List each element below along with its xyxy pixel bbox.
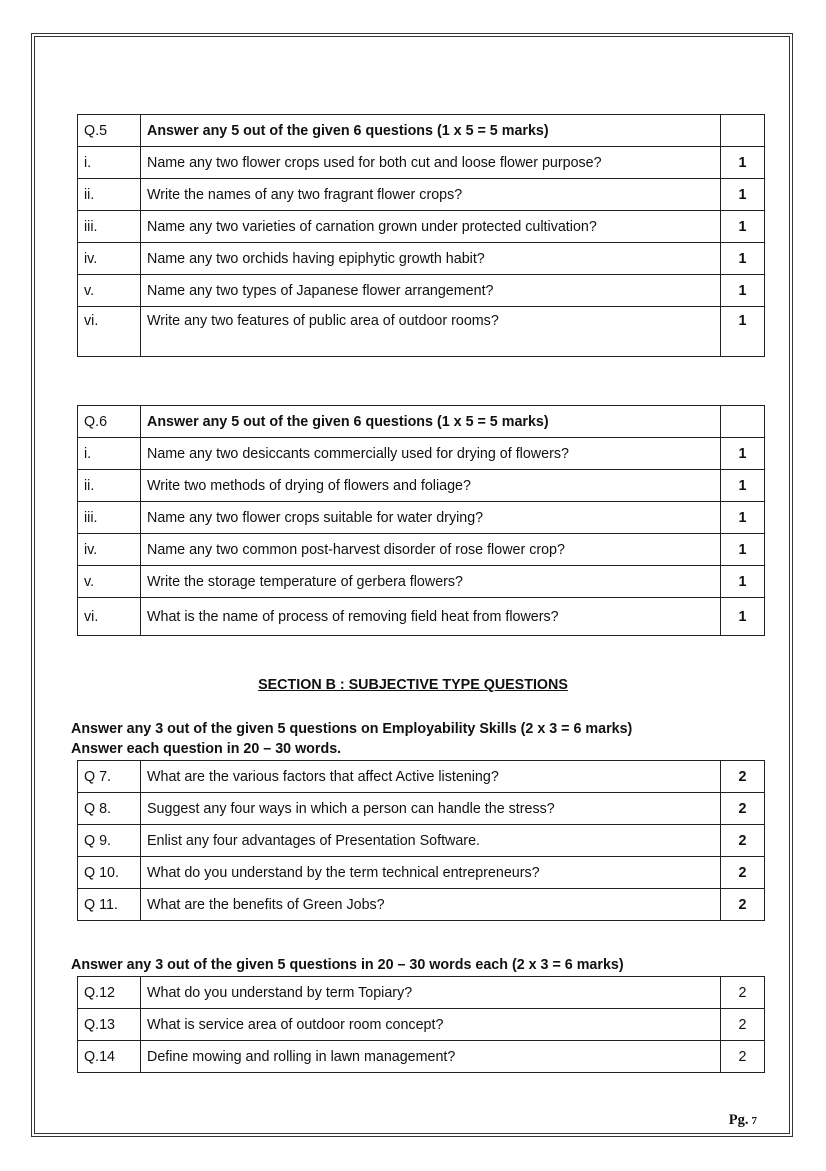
q6-number: Q.6 xyxy=(78,406,141,438)
question-text: Name any two flower crops used for both cut and loose flower purpose? xyxy=(141,147,721,179)
marks: 2 xyxy=(721,761,765,793)
question-number: Q 9. xyxy=(78,825,141,857)
table-row xyxy=(78,438,765,470)
question-text: Define mowing and rolling in lawn management? xyxy=(141,1041,721,1073)
question-number: Q 11. xyxy=(78,889,141,921)
marks: 2 xyxy=(721,857,765,889)
q5-heading: Answer any 5 out of the given 6 questions (1 x 5 = 5 marks) xyxy=(141,115,721,147)
marks: 1 xyxy=(721,275,765,307)
item-number: ii. xyxy=(78,470,141,502)
item-number: vi. xyxy=(78,307,141,357)
q5-header-row xyxy=(78,115,765,147)
marks: 1 xyxy=(721,243,765,275)
item-number: v. xyxy=(78,275,141,307)
table-row xyxy=(78,470,765,502)
question-text: What is service area of outdoor room concept? xyxy=(141,1009,721,1041)
table-row xyxy=(78,857,765,889)
table-row xyxy=(78,825,765,857)
page-number-value: 7 xyxy=(751,1115,757,1127)
employability-table xyxy=(77,760,765,921)
question-text: Name any two orchids having epiphytic growth habit? xyxy=(141,243,721,275)
marks: 1 xyxy=(721,470,765,502)
question-number: Q 7. xyxy=(78,761,141,793)
marks: 1 xyxy=(721,211,765,243)
table-row xyxy=(78,534,765,566)
q5-number: Q.5 xyxy=(78,115,141,147)
question-text: Name any two desiccants commercially used for drying of flowers? xyxy=(141,438,721,470)
employability-instruction-1: Answer any 3 out of the given 5 questions on Employability Skills (2 x 3 = 6 marks) xyxy=(71,721,633,737)
marks: 2 xyxy=(721,825,765,857)
table-row xyxy=(78,793,765,825)
question-number: Q 8. xyxy=(78,793,141,825)
question-text: Enlist any four advantages of Presentation Software. xyxy=(141,825,721,857)
question-number: Q.14 xyxy=(78,1041,141,1073)
question-text: Write the names of any two fragrant flower crops? xyxy=(141,179,721,211)
question-text: What is the name of process of removing field heat from flowers? xyxy=(141,598,721,636)
table-row xyxy=(78,147,765,179)
question-text: Name any two types of Japanese flower arrangement? xyxy=(141,275,721,307)
question-text: Write the storage temperature of gerbera flowers? xyxy=(141,566,721,598)
marks: 1 xyxy=(721,179,765,211)
page-label: Pg. xyxy=(728,1112,749,1128)
table-row xyxy=(78,179,765,211)
table-row xyxy=(78,1041,765,1073)
marks: 1 xyxy=(721,147,765,179)
question-text: Name any two flower crops suitable for water drying? xyxy=(141,502,721,534)
marks: 2 xyxy=(721,889,765,921)
table-row xyxy=(78,1009,765,1041)
item-number: iii. xyxy=(78,211,141,243)
item-number: vi. xyxy=(78,598,141,636)
question-text: What do you understand by term Topiary? xyxy=(141,977,721,1009)
table-row xyxy=(78,761,765,793)
q6-header-row xyxy=(78,406,765,438)
page-number xyxy=(729,1112,757,1129)
marks: 1 xyxy=(721,502,765,534)
marks: 1 xyxy=(721,566,765,598)
marks: 1 xyxy=(721,307,765,357)
table-row xyxy=(78,598,765,636)
table-row xyxy=(78,275,765,307)
table-row xyxy=(78,566,765,598)
question-text: What do you understand by the term technical entrepreneurs? xyxy=(141,857,721,889)
marks: 2 xyxy=(721,1041,765,1073)
q6-heading: Answer any 5 out of the given 6 questions (1 x 5 = 5 marks) xyxy=(141,406,721,438)
item-number: iii. xyxy=(78,502,141,534)
table-row xyxy=(78,307,765,357)
item-number: v. xyxy=(78,566,141,598)
question-text: Name any two varieties of carnation grown under protected cultivation? xyxy=(141,211,721,243)
table-row xyxy=(78,502,765,534)
marks: 1 xyxy=(721,438,765,470)
employability-instruction-2: Answer each question in 20 – 30 words. xyxy=(71,741,342,757)
marks: 2 xyxy=(721,977,765,1009)
marks: 1 xyxy=(721,534,765,566)
item-number: i. xyxy=(78,438,141,470)
item-number: iv. xyxy=(78,534,141,566)
marks: 2 xyxy=(721,793,765,825)
question-text: Write two methods of drying of flowers and foliage? xyxy=(141,470,721,502)
subject-table xyxy=(77,976,765,1073)
question-number: Q.12 xyxy=(78,977,141,1009)
q5-table xyxy=(77,114,765,357)
item-number: ii. xyxy=(78,179,141,211)
q5-marks-header xyxy=(721,115,765,147)
subject-instruction: Answer any 3 out of the given 5 questions in 20 – 30 words each (2 x 3 = 6 marks) xyxy=(71,957,624,973)
table-row xyxy=(78,211,765,243)
q6-table xyxy=(77,405,765,636)
section-b-title: SECTION B : SUBJECTIVE TYPE QUESTIONS xyxy=(258,677,568,693)
question-number: Q.13 xyxy=(78,1009,141,1041)
table-row xyxy=(78,243,765,275)
question-text: What are the benefits of Green Jobs? xyxy=(141,889,721,921)
item-number: iv. xyxy=(78,243,141,275)
question-text: Suggest any four ways in which a person can handle the stress? xyxy=(141,793,721,825)
q6-marks-header xyxy=(721,406,765,438)
question-number: Q 10. xyxy=(78,857,141,889)
marks: 1 xyxy=(721,598,765,636)
table-row xyxy=(78,889,765,921)
marks: 2 xyxy=(721,1009,765,1041)
question-text: What are the various factors that affect Active listening? xyxy=(141,761,721,793)
table-row xyxy=(78,977,765,1009)
item-number: i. xyxy=(78,147,141,179)
question-text: Write any two features of public area of outdoor rooms? xyxy=(141,307,721,357)
question-text: Name any two common post-harvest disorder of rose flower crop? xyxy=(141,534,721,566)
